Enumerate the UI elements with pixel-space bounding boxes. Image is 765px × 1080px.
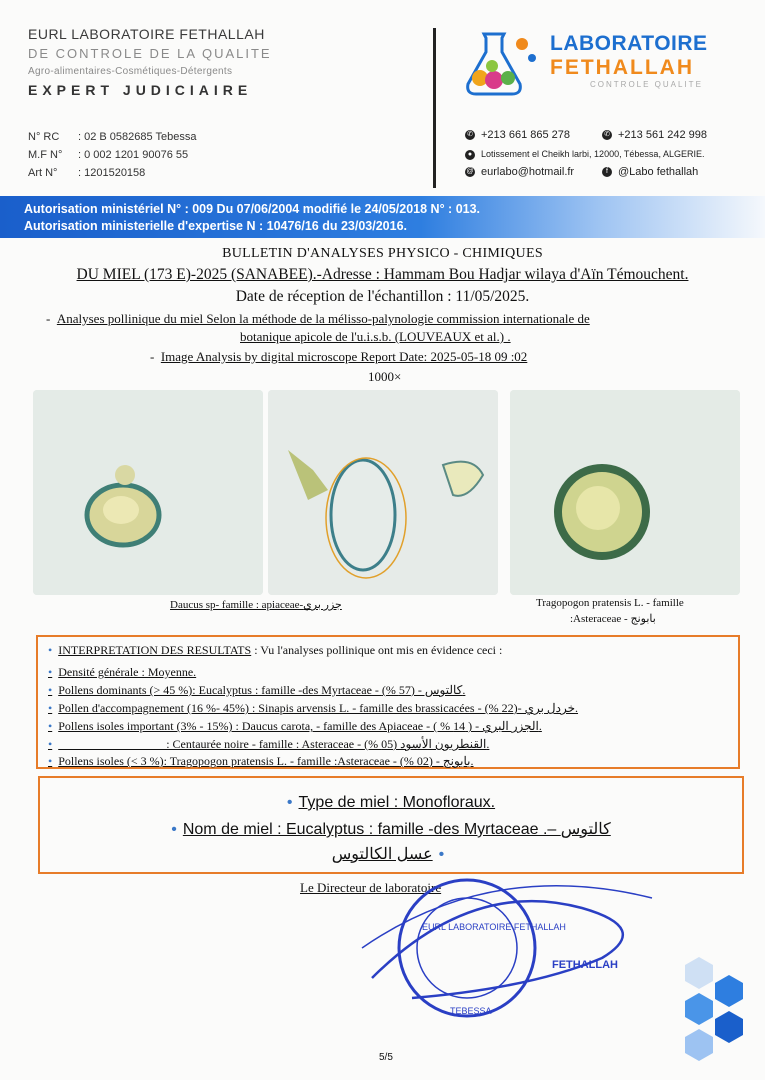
company-name: EURL LABORATOIRE FETHALLAH: [28, 26, 265, 42]
phone-1-text: +213 661 865 278: [481, 129, 571, 141]
caption-tragopogon-2: :Asteraceae - بابونج: [570, 613, 656, 625]
registry-mf: [28, 149, 188, 161]
interpretation-heading: [48, 643, 502, 658]
bullet-icon: •: [438, 846, 445, 863]
email: [465, 166, 574, 178]
interpretation-item: • Pollen d'accompagnement (16 %- 45%) : Sinapis arvensis L. - famille des brassicacées - خردل بري -(22 %).: [48, 701, 578, 716]
phone-icon: ✆: [465, 130, 475, 140]
registry-value: : 0 002 1201 90076 55: [78, 149, 189, 161]
phone-2: [602, 129, 707, 141]
caption-tragopogon-1: Tragopogon pratensis L. - famille: [536, 597, 684, 609]
registry-key: N° RC: [28, 131, 60, 143]
logo-name-2: FETHALLAH: [550, 56, 694, 79]
interpretation-item: • Pollens dominants (> 45 %): Eucalyptus : famille -des Myrtaceae - كالتوس - (57 %).: [48, 683, 465, 698]
location-icon: ●: [465, 150, 475, 160]
stamp-city: TEBESSA: [450, 1006, 492, 1016]
report-sample-text: DU MIEL (173 E)-2025 (SANABEE).-Adresse : Hammam Bou Hadjar wilaya d'Aïn Témouchent.: [76, 266, 689, 283]
method-line-3: - Image Analysis by digital microscope Report Date: 2025-05-18 09 :02: [150, 349, 528, 364]
honey-type: [40, 794, 742, 812]
registry-rc: [28, 131, 196, 143]
interpretation-item: • Densité générale : Moyenne.: [48, 665, 196, 680]
authorization-line-1: Autorisation ministériel N° : 009 Du 07/06/2004 modifié le 24/05/2018 N° : 013.: [24, 202, 481, 216]
registry-art: [28, 167, 145, 179]
magnification: 1000×: [368, 369, 402, 384]
method-line-1: - Analyses pollinique du miel Selon la méthode de la mélisso-palynologie commission internationale de: [46, 311, 590, 326]
method-text-3: Image Analysis by digital microscope Report Date: 2025-05-18 09 :02: [160, 349, 528, 364]
flask-logo-icon: [462, 28, 544, 100]
interpretation-box: [36, 635, 740, 769]
pollen-image-tragopogon: [510, 390, 740, 595]
stamp-text: EURL LABORATOIRE FETHALLAH: [422, 922, 566, 932]
logo-name: LABORATOIRE: [550, 32, 708, 55]
report-sample: [0, 266, 765, 284]
method-line-2: botanique apicole de l'u.i.s.b. (LOUVEAUX et al.) .: [240, 329, 511, 344]
email-text: eurlabo@hotmail.fr: [481, 166, 575, 178]
whatsapp-icon: ✆: [602, 130, 612, 140]
hexagon-decoration-icon: [655, 955, 755, 1065]
expert-title: EXPERT JUDICIAIRE: [28, 82, 253, 98]
registry-value: : 1201520158: [78, 167, 146, 179]
honey-name-arabic-text: عسل الكالتوس: [331, 846, 433, 863]
pollen-image-sinapis: [268, 390, 498, 595]
signature-text: FETHALLAH: [552, 959, 618, 971]
reception-date: Date de réception de l'échantillon : 11/05/2025.: [235, 288, 530, 305]
director-label: Le Directeur de laboratoire: [300, 880, 442, 895]
address: [465, 149, 704, 160]
phone-1: [465, 129, 570, 141]
caption-daucus: Daucus sp- famille : apiaceae-جزر بري: [170, 599, 342, 611]
pollen-image-daucus: [33, 390, 263, 595]
logo-tagline: CONTROLE QUALITE: [590, 80, 703, 89]
authorization-line-2: Autorisation ministerielle d'expertise N : 10476/16 du 23/03/2016.: [24, 219, 408, 233]
facebook-icon: f: [602, 167, 612, 177]
stamp-signature-icon: [352, 868, 682, 1028]
honey-name-text: Nom de miel : Eucalyptus : famille -des Myrtaceae .– كالتوس: [182, 821, 611, 838]
honey-type-text: Type de miel : Monofloraux.: [298, 794, 496, 811]
registry-value: : 02 B 0582685 Tebessa: [78, 131, 197, 143]
honey-name-arabic: [40, 844, 742, 864]
email-icon: @: [466, 168, 474, 176]
registry-key: M.F N°: [28, 149, 63, 161]
bullet-icon: •: [286, 794, 293, 811]
interpretation-item: • Pollens isoles (< 3 %): Tragopogon pratensis L. - famille :Asteraceae - بابونج - (02 %).: [48, 754, 474, 769]
interpretation-heading-text: INTERPRETATION DES RESULTATS: [58, 643, 252, 657]
facebook: [602, 166, 698, 178]
page-number: 5/5: [379, 1052, 393, 1063]
address-text: Lotissement el Cheikh larbi, 12000, Tébessa, ALGERIE.: [481, 149, 705, 159]
company-sectors: Agro-alimentaires-Cosmétiques-Détergents: [28, 66, 233, 77]
report-title: BULLETIN D'ANALYSES PHYSICO - CHIMIQUES: [222, 246, 543, 261]
interpretation-item: • : Centaurée noire - famille : Asteraceae - القنطريون الأسود (05 %).: [48, 737, 489, 752]
method-text-1: Analyses pollinique du miel Selon la méthode de la mélisso-palynologie commission internationale de: [56, 311, 590, 326]
company-subtitle: DE CONTROLE DE LA QUALITE: [28, 46, 272, 61]
registry-key: Art N°: [28, 167, 58, 179]
facebook-text: @Labo fethallah: [618, 166, 699, 178]
phone-2-text: +213 561 242 998: [618, 129, 708, 141]
interpretation-heading-tail: : Vu l'analyses pollinique ont mis en évidence ceci :: [251, 643, 503, 657]
honey-name: [40, 819, 742, 839]
header-divider: [433, 28, 436, 188]
honey-type-box: [38, 776, 744, 874]
interpretation-item: • Pollens isoles important (3% - 15%) : Daucus carota, - famille des Apiaceae - الجزر البري - ( 14 % ).: [48, 719, 542, 734]
authorization-banner: [0, 196, 765, 238]
bullet-icon: •: [171, 821, 177, 838]
